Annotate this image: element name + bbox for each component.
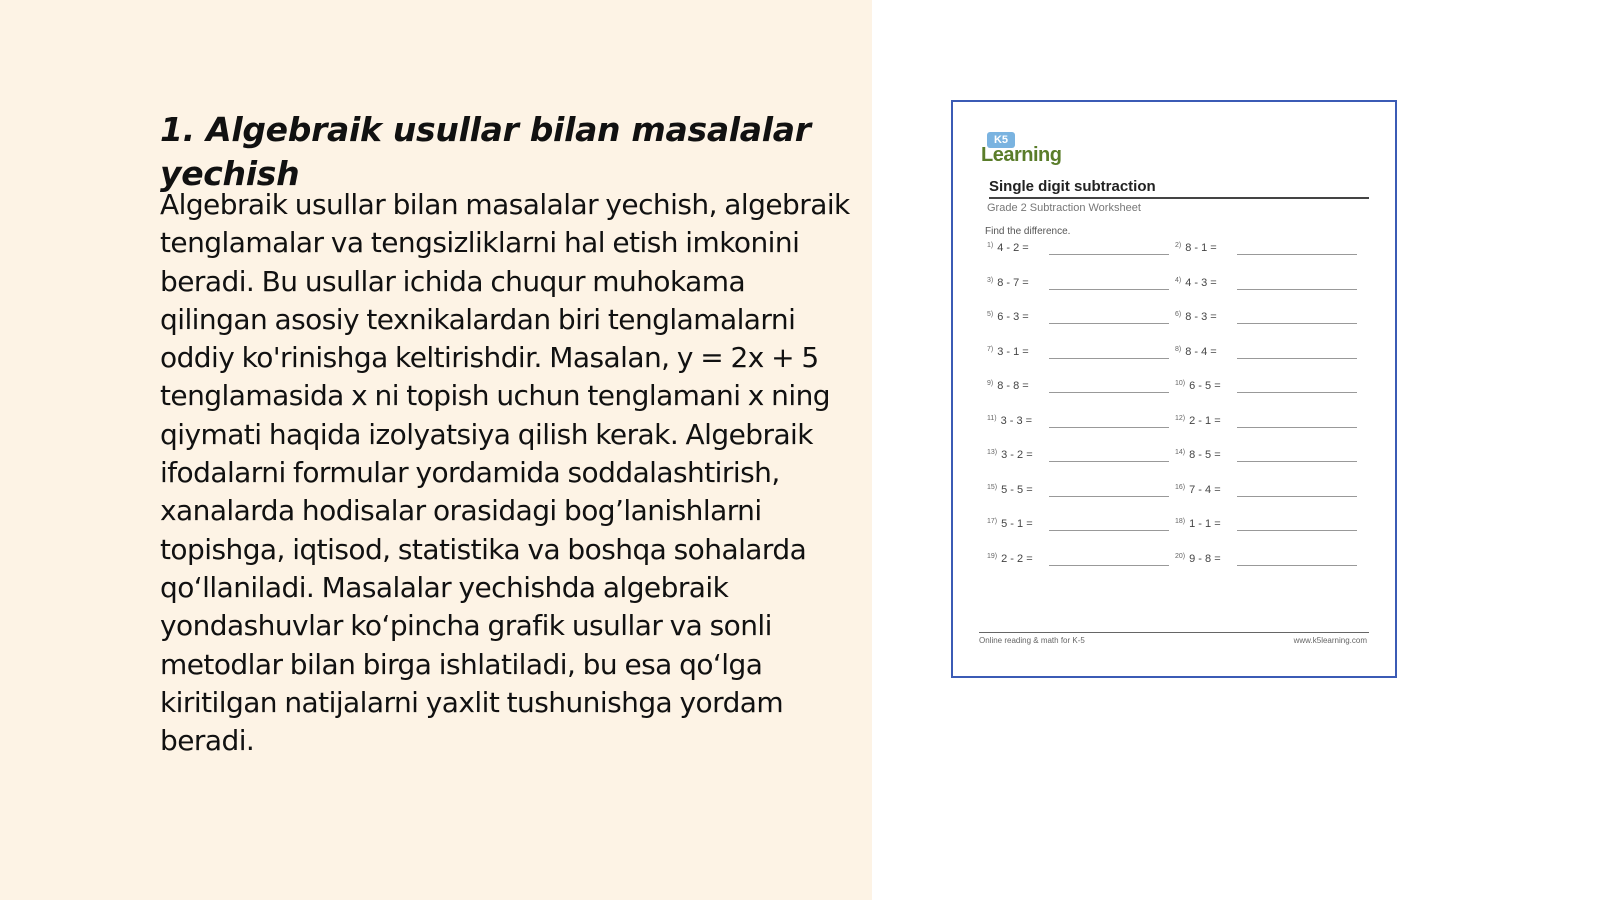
- answer-line: [1237, 323, 1357, 324]
- problem-number: 16): [1175, 483, 1186, 491]
- worksheet-problem: [987, 415, 1177, 429]
- problem-number: 14): [1175, 449, 1186, 456]
- problem-expression: 3 - 2 =: [1001, 449, 1033, 461]
- answer-line: [1237, 565, 1357, 566]
- answer-line: [1049, 289, 1169, 290]
- logo-text: Learning: [981, 144, 1062, 166]
- worksheet-problem: [1175, 415, 1365, 429]
- worksheet-problem: [1175, 380, 1365, 394]
- answer-line: [1049, 392, 1169, 393]
- worksheet-problem: [1175, 518, 1365, 532]
- problem-number: 8): [1175, 345, 1182, 353]
- worksheet-footer-right: www.k5learning.com: [1293, 636, 1367, 645]
- problem-expression: 2 - 2 =: [1001, 552, 1033, 565]
- worksheet-problem: [1175, 449, 1365, 463]
- problem-expression: 9 - 8 =: [1189, 552, 1221, 565]
- problem-number: 19): [987, 552, 998, 560]
- answer-line: [1237, 289, 1357, 290]
- problem-number: 3): [987, 276, 994, 284]
- problem-expression: 6 - 5 =: [1189, 380, 1221, 392]
- answer-line: [1237, 358, 1357, 359]
- problem-expression: 8 - 4 =: [1185, 345, 1217, 358]
- problem-number: 13): [987, 449, 998, 456]
- answer-line: [1049, 565, 1169, 566]
- problem-expression: 8 - 8 =: [997, 380, 1029, 392]
- worksheet-problem: [987, 380, 1177, 394]
- problem-expression: 3 - 1 =: [997, 345, 1029, 358]
- problem-expression: 1 - 1 =: [1189, 518, 1221, 530]
- problem-expression: 7 - 4 =: [1189, 483, 1221, 496]
- worksheet-problem: [1175, 242, 1365, 256]
- problem-number: 7): [987, 345, 994, 353]
- worksheet-problem: [987, 346, 1177, 360]
- problem-expression: 8 - 5 =: [1189, 449, 1221, 461]
- problem-number: 11): [987, 414, 997, 422]
- worksheet-problem: [1175, 553, 1365, 567]
- worksheet-problem: [987, 277, 1177, 291]
- answer-line: [1049, 461, 1169, 462]
- worksheet-footer-left: Online reading & math for K-5: [979, 636, 1085, 645]
- problem-number: 5): [987, 311, 994, 318]
- problem-number: 4): [1175, 276, 1182, 284]
- worksheet-problem: [987, 518, 1177, 532]
- worksheet-problem: [987, 553, 1177, 567]
- problem-number: 15): [987, 483, 998, 491]
- answer-line: [1237, 496, 1357, 497]
- problem-expression: 6 - 3 =: [997, 311, 1029, 323]
- worksheet-problem: [1175, 484, 1365, 498]
- problem-expression: 8 - 7 =: [997, 276, 1029, 289]
- worksheet-subtitle: Grade 2 Subtraction Worksheet: [987, 202, 1141, 214]
- footer-divider: [979, 632, 1369, 633]
- k5-learning-logo: [981, 132, 1071, 166]
- problem-number: 20): [1175, 552, 1186, 560]
- problem-expression: 4 - 3 =: [1185, 276, 1217, 289]
- answer-line: [1237, 254, 1357, 255]
- problem-expression: 4 - 2 =: [997, 242, 1029, 254]
- logo-badge: K5: [987, 132, 1015, 148]
- answer-line: [1049, 496, 1169, 497]
- worksheet-problem: [1175, 311, 1365, 325]
- worksheet-problem: [1175, 277, 1365, 291]
- answer-line: [1049, 530, 1169, 531]
- problem-number: 17): [987, 518, 998, 525]
- worksheet-instruction: Find the difference.: [985, 226, 1071, 237]
- answer-line: [1049, 358, 1169, 359]
- problem-number: 6): [1175, 311, 1182, 318]
- answer-line: [1237, 530, 1357, 531]
- answer-line: [1049, 254, 1169, 255]
- problem-number: 1): [987, 242, 994, 249]
- worksheet-image: [951, 100, 1397, 678]
- worksheet-problem: [987, 311, 1177, 325]
- worksheet-problem: [1175, 346, 1365, 360]
- problem-number: 2): [1175, 242, 1182, 249]
- slide-body-text: Algebraik usullar bilan masalalar yechish, algebraik tenglamalar va tengsizliklarni hal etish imkonini beradi. Bu usullar ichida chuqur muhokama qilingan asosiy texnikalardan biri tenglamalarni oddiy ko'rinishga keltirishdir. Masalan, y = 2x + 5 tenglamasida x ni topish uchun tenglamani x ning qiymati haqida izolyatsiya qilish kerak. Algebraik ifodalarni formular yordamida soddalashtirish, xanalarda hodisalar orasidagi bog’lanishlarni topishga, iqtisod, statistika va boshqa sohalarda qo‘llaniladi. Masalalar yechishda algebraik yondashuvlar ko‘pincha grafik usullar va sonli metodlar bilan birga ishlatiladi, bu esa qo‘lga kiritilgan natijalarni yaxlit tushunishga yordam beradi.: [160, 188, 850, 758]
- problem-expression: 3 - 3 =: [1000, 414, 1033, 427]
- answer-line: [1237, 392, 1357, 393]
- worksheet-title: Single digit subtraction: [989, 178, 1369, 199]
- problem-expression: 2 - 1 =: [1189, 414, 1221, 427]
- answer-line: [1237, 427, 1357, 428]
- problem-expression: 5 - 1 =: [1001, 518, 1033, 530]
- worksheet-problem: [987, 484, 1177, 498]
- worksheet-problem: [987, 242, 1177, 256]
- problem-number: 10): [1175, 380, 1186, 387]
- problem-number: 12): [1175, 414, 1186, 422]
- problem-expression: 8 - 1 =: [1185, 242, 1217, 254]
- problem-expression: 5 - 5 =: [1001, 483, 1033, 496]
- worksheet-problem: [987, 449, 1177, 463]
- problem-number: 18): [1175, 518, 1186, 525]
- problem-number: 9): [987, 380, 994, 387]
- problem-expression: 8 - 3 =: [1185, 311, 1217, 323]
- answer-line: [1049, 427, 1169, 428]
- answer-line: [1237, 461, 1357, 462]
- answer-line: [1049, 323, 1169, 324]
- slide-title: 1. Algebraik usullar bilan masalalar yechish: [160, 110, 811, 193]
